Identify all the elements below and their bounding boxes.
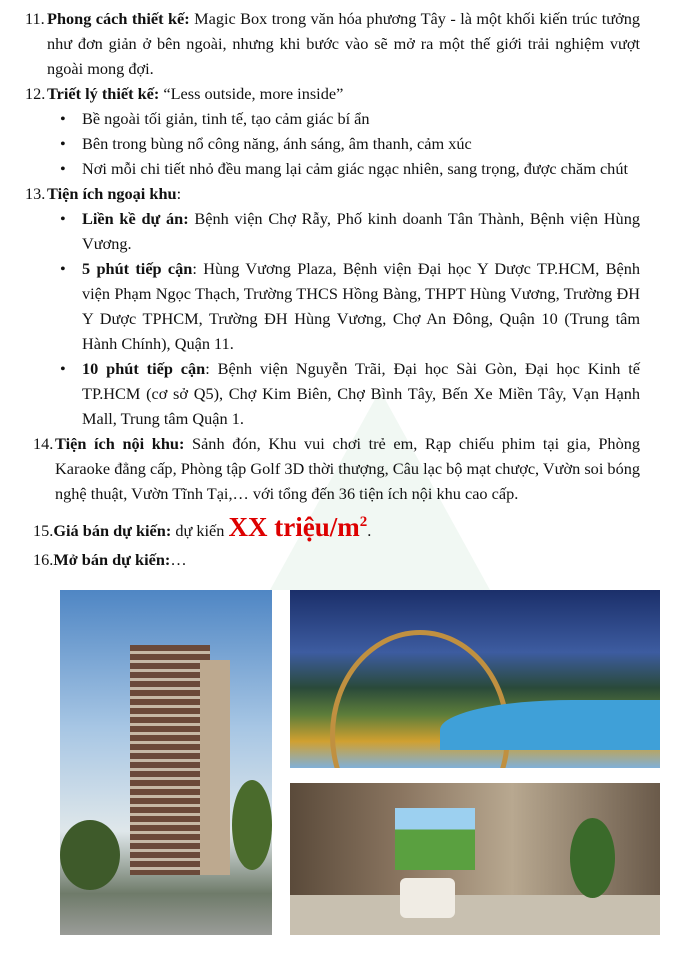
item-11: 11. Phong cách thiết kế: Magic Box trong văn hóa phương Tây - là một khối kiến trúc tưởng như đơn giản ở bên ngoài, nhưng khi bước vào sẽ mở ra một thế giới trải nghiệm vượt ngoài mong đợi.	[25, 9, 641, 78]
list-item: • Nơi mỗi chi tiết nhỏ đều mang lại cảm giác ngạc nhiên, sang trọng, được chăm chút	[25, 156, 640, 181]
list-item: • Bề ngoài tối giản, tinh tế, tạo cảm giác bí ẩn	[25, 106, 640, 131]
item-label: Tiện ích nội khu:	[55, 434, 185, 453]
item-label: Triết lý thiết kế:	[47, 84, 160, 103]
document-body	[25, 6, 640, 572]
item-15: 15.Giá bán dự kiến: dự kiến XX triệu/$m^2$.	[33, 512, 372, 542]
golf-room-photo	[290, 783, 660, 935]
list-item: • Liền kề dự án: Bệnh viện Chợ Rẫy, Phố kinh doanh Tân Thành, Bệnh viện Hùng Vương.	[25, 206, 640, 256]
item-label: Phong cách thiết kế:	[47, 9, 190, 28]
price-value: XX triệu/$m^2$	[228, 512, 368, 542]
item-label: Mở bán dự kiến:	[53, 550, 171, 569]
item-label: Giá bán dự kiến:	[53, 521, 172, 540]
list-item: • 5 phút tiếp cận: Hùng Vương Plaza, Bệnh viện Đại học Y Dược TP.HCM, Bệnh viện Phạm Ngọc Thạch, Trường THCS Hồng Bàng, THPT Hùng Vương, Trường ĐH Y Dược TPHCM, Trường ĐH Hùng Vương, Chợ An Đông, Quận 10 (Trung tâm Hành Chính), Quận 11.	[25, 256, 640, 356]
item-13: 13. Tiện ích ngoại khu:	[25, 184, 182, 203]
item-14: 14. Tiện ích nội khu: Sảnh đón, Khu vui chơi trẻ em, Rạp chiếu phim tại gia, Phòng Karaoke đẳng cấp, Phòng tập Golf 3D thời thượng, Câu lạc bộ mạt chược, Vườn soi bóng nghệ thuật, Vườn Tĩnh Tại,… với tổng đến 36 tiện ích nội khu cao cấp.	[33, 434, 640, 503]
item-16: 16.Mở bán dự kiến:…	[33, 550, 187, 569]
tower-building-photo	[60, 590, 272, 935]
list-item: • Bên trong bùng nổ công năng, ánh sáng, âm thanh, cảm xúc	[25, 131, 640, 156]
item-label: Tiện ích ngoại khu	[47, 184, 177, 203]
rooftop-pool-photo	[290, 590, 660, 768]
list-item: • 10 phút tiếp cận: Bệnh viện Nguyễn Trãi, Đại học Sài Gòn, Đại học Kinh tế TP.HCM (cơ sở Q5), Chợ Kim Biên, Chợ Bình Tây, Bến Xe Miền Tây, Vạn Hạnh Mall, Trung tâm Quận 1.	[25, 356, 640, 431]
item-12: 12. Triết lý thiết kế: “Less outside, more inside”	[25, 84, 344, 103]
